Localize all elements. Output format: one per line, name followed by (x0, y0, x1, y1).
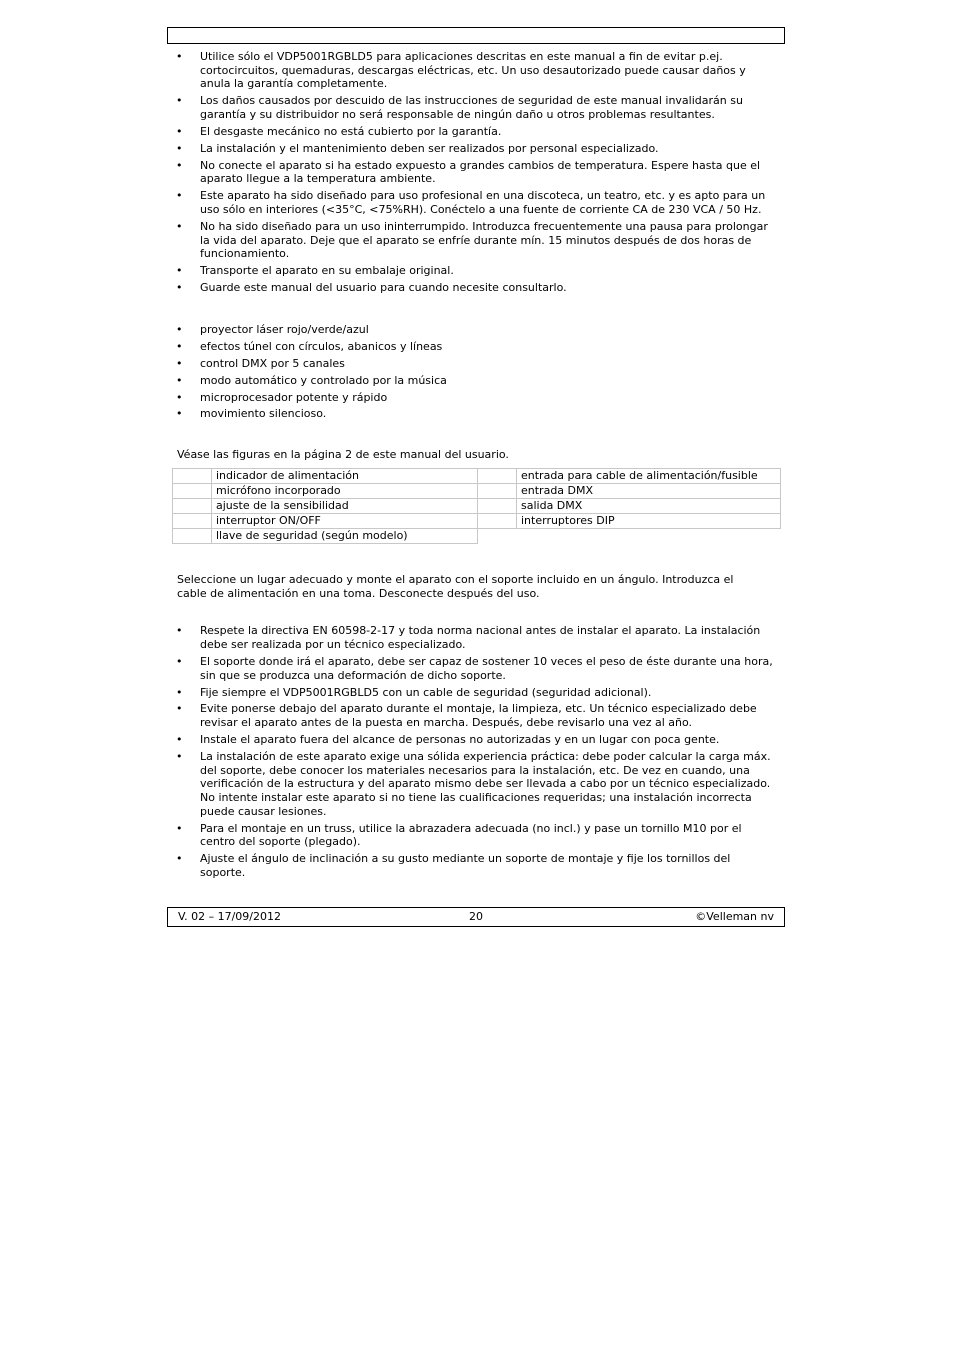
install-intro: Seleccione un lugar adecuado y monte el aparato con el soporte incluido en un ángulo. Introduzca el cable de alimentación en una toma. Desconecte después del uso. (177, 572, 734, 600)
list-item: • modo automático y controlado por la música (167, 374, 785, 388)
features-list (167, 323, 785, 421)
table-row (173, 468, 781, 483)
overview-text: Véase las figuras en la página 2 de este manual del usuario. (177, 448, 509, 462)
list-item: • Transporte el aparato en su embalaje original. (167, 264, 785, 278)
list-item: • No ha sido diseñado para un uso ininterrumpido. Introduzca frecuentemente una pausa para prolongar la vida del aparato. Deje que el aparato se enfríe durante mín. 15 minutos después de dos horas de funcionamiento. (167, 220, 785, 261)
list-item: • Este aparato ha sido diseñado para uso profesional en una discoteca, un teatro, etc. y es apto para un uso sólo en interiores (<35°C, <75%RH). Conéctelo a una fuente de corriente CA de 230 VCA / 50 Hz. (167, 189, 785, 216)
table-cell: interruptor ON/OFF (212, 513, 478, 528)
list-item: • Fije siempre el VDP5001RGBLD5 con un cable de seguridad (seguridad adicional). (167, 686, 785, 700)
table-cell (173, 498, 212, 513)
table-cell: llave de seguridad (según modelo) (212, 528, 478, 543)
install-list (167, 624, 785, 879)
list-item: • La instalación y el mantenimiento deben ser realizados por personal especializado. (167, 142, 785, 156)
table-cell: salida DMX (517, 498, 781, 513)
list-item: • microprocesador potente y rápido (167, 391, 785, 405)
safety-list (167, 50, 785, 295)
table-cell (478, 468, 517, 483)
list-item: • El soporte donde irá el aparato, debe ser capaz de sostener 10 veces el peso de éste durante una hora, sin que se produzca una deformación de dicho soporte. (167, 655, 785, 682)
list-item: • proyector láser rojo/verde/azul (167, 323, 785, 337)
list-item: • Evite ponerse debajo del aparato durante el montaje, la limpieza, etc. Un técnico especializado debe revisar el aparato antes de la puesta en marcha. Después, debe revisarlo una vez al año. (167, 702, 785, 729)
list-item: • Para el montaje en un truss, utilice la abrazadera adecuada (no incl.) y pase un tornillo M10 por el centro del soporte (plegado). (167, 822, 785, 849)
parts-table (172, 468, 781, 544)
table-cell (478, 513, 517, 528)
table-cell (173, 483, 212, 498)
table-cell (517, 528, 781, 543)
footer-page-number: 20 (469, 910, 483, 923)
header-box (167, 27, 785, 44)
table-cell (478, 498, 517, 513)
table-row (173, 483, 781, 498)
list-item: • efectos túnel con círculos, abanicos y líneas (167, 340, 785, 354)
table-cell: entrada para cable de alimentación/fusible (517, 468, 781, 483)
list-item: • movimiento silencioso. (167, 407, 785, 421)
list-item: • Instale el aparato fuera del alcance de personas no autorizadas y en un lugar con poca gente. (167, 733, 785, 747)
table-cell (173, 513, 212, 528)
table-cell (173, 528, 212, 543)
list-item: • Utilice sólo el VDP5001RGBLD5 para aplicaciones descritas en este manual a fin de evitar p.ej. cortocircuitos, quemaduras, descargas eléctricas, etc. Un uso desautorizado puede causar daños y anula la garantía completamente. (167, 50, 785, 91)
table-row (173, 513, 781, 528)
table-cell: ajuste de la sensibilidad (212, 498, 478, 513)
list-item: • Guarde este manual del usuario para cuando necesite consultarlo. (167, 281, 785, 295)
footer-copyright: ©Velleman nv (695, 910, 774, 923)
footer-version: V. 02 – 17/09/2012 (178, 910, 281, 923)
table-cell: indicador de alimentación (212, 468, 478, 483)
list-item: • No conecte el aparato si ha estado expuesto a grandes cambios de temperatura. Espere hasta que el aparato llegue a la temperatura ambiente. (167, 159, 785, 186)
list-item: • control DMX por 5 canales (167, 357, 785, 371)
page-footer (167, 907, 785, 927)
table-cell: entrada DMX (517, 483, 781, 498)
table-cell (478, 483, 517, 498)
page-content (167, 50, 785, 883)
table-cell (478, 528, 517, 543)
list-item: • Ajuste el ángulo de inclinación a su gusto mediante un soporte de montaje y fije los tornillos del soporte. (167, 852, 785, 879)
list-item: • Respete la directiva EN 60598-2-17 y toda norma nacional antes de instalar el aparato. La instalación debe ser realizada por un técnico especializado. (167, 624, 785, 651)
table-row (173, 498, 781, 513)
table-cell (173, 468, 212, 483)
table-cell: interruptores DIP (517, 513, 781, 528)
table-row (173, 528, 781, 543)
table-cell: micrófono incorporado (212, 483, 478, 498)
list-item: • La instalación de este aparato exige una sólida experiencia práctica: debe poder calcular la carga máx. del soporte, debe conocer los materiales necesarios para la instalación, etc. De vez en cuando, una verificación de la estructura y del aparato mismo debe ser llevada a cabo por un técnico especializado. No intente instalar este aparato si no tiene las cualificaciones requeridas; una instalación incorrecta puede causar lesiones. (167, 750, 785, 819)
list-item: • Los daños causados por descuido de las instrucciones de seguridad de este manual invalidarán su garantía y su distribuidor no será responsable de ningún daño u otros problemas resultantes. (167, 94, 785, 121)
list-item: • El desgaste mecánico no está cubierto por la garantía. (167, 125, 785, 139)
